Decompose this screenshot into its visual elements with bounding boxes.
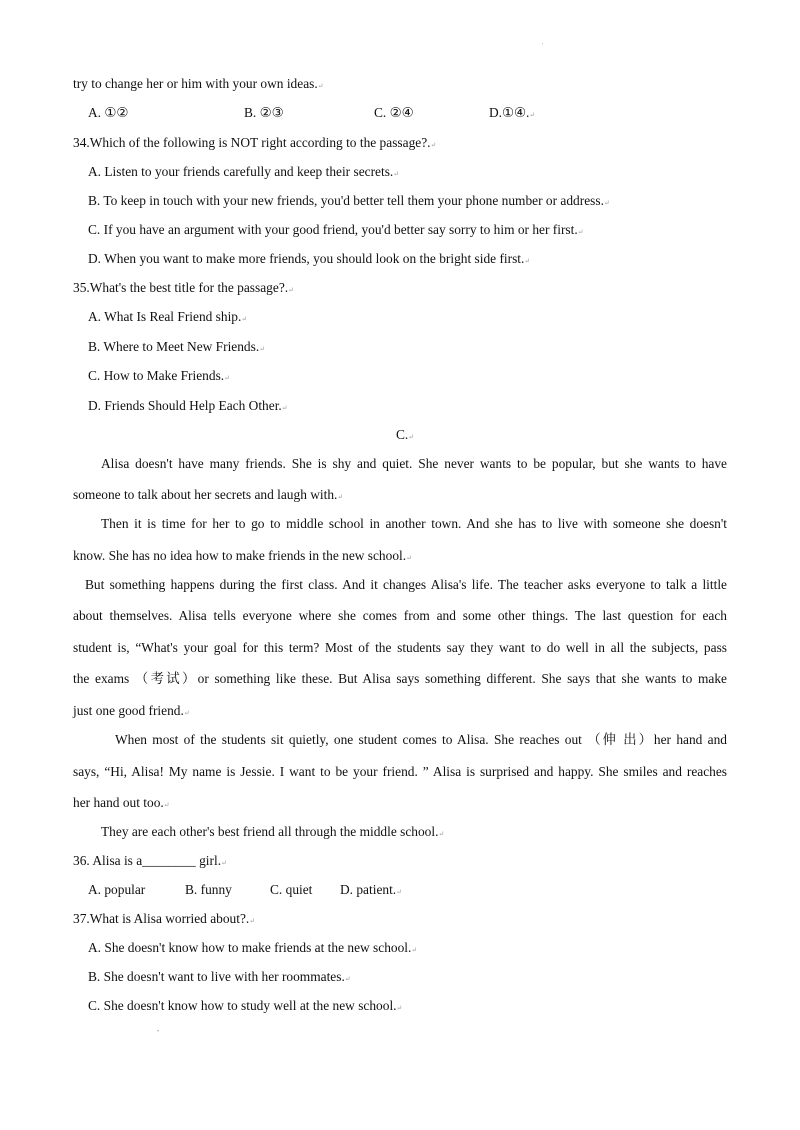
passage-line-11: says, “Hi, Alisa! My name is Jessie. I want to be your friend. ” Alisa is surprised and happy. She smiles and reaches bbox=[73, 764, 727, 779]
q35-question: 35.What's the best title for the passage?.↵ bbox=[73, 280, 294, 295]
passage-line-5: But something happens during the first class. And it changes Alisa's life. The teacher asks everyone to talk a little bbox=[85, 577, 727, 592]
q36-option-d: D. patient.↵ bbox=[340, 882, 403, 897]
passage-line-9: just one good friend.↵ bbox=[73, 703, 190, 718]
passage-line-6: about themselves. Alisa tells everyone where she comes from and some other things. The last question for each bbox=[73, 608, 727, 623]
q34-question: 34.Which of the following is NOT right according to the passage?.↵ bbox=[73, 135, 437, 150]
q35-option-d: D. Friends Should Help Each Other.↵ bbox=[88, 398, 288, 413]
q34-option-c: C. If you have an argument with your good friend, you'd better say sorry to him or her first.↵ bbox=[88, 222, 584, 237]
q36-option-b: B. funny bbox=[185, 882, 232, 897]
passage-line-10: When most of the students sit quietly, one student comes to Alisa. She reaches out （伸 出）her hand and bbox=[115, 732, 727, 747]
q37-option-b: B. She doesn't want to live with her roommates.↵ bbox=[88, 969, 351, 984]
passage-line-13: They are each other's best friend all through the middle school.↵ bbox=[101, 824, 445, 839]
q33-option-a: A. ①② bbox=[88, 105, 129, 120]
q36-option-a: A. popular bbox=[88, 882, 146, 897]
passage-line-2: someone to talk about her secrets and laugh with.↵ bbox=[73, 487, 344, 502]
q33-continuation: try to change her or him with your own ideas.↵ bbox=[73, 76, 324, 91]
q33-option-d: D.①④.↵ bbox=[489, 105, 536, 120]
corner-mark-top: ' bbox=[542, 43, 544, 49]
passage-line-8: the exams （考试）or something like these. But Alisa says something different. She says that she wants to make bbox=[73, 671, 727, 686]
q36-question: 36. Alisa is a________ girl.↵ bbox=[73, 853, 227, 868]
q35-option-b: B. Where to Meet New Friends.↵ bbox=[88, 339, 266, 354]
q35-option-a: A. What Is Real Friend ship.↵ bbox=[88, 309, 248, 324]
q37-option-a: A. She doesn't know how to make friends at the new school.↵ bbox=[88, 940, 418, 955]
q34-option-b: B. To keep in touch with your new friends, you'd better tell them your phone number or address.↵ bbox=[88, 193, 610, 208]
passage-line-7: student is, “What's your goal for this term? Most of the students say they want to do well in all the subjects, pass bbox=[73, 640, 727, 655]
passage-line-3: Then it is time for her to go to middle school in another town. And she has to live with someone she doesn't bbox=[101, 516, 727, 531]
corner-mark-bottom: '' bbox=[157, 1030, 160, 1036]
passage-line-4: know. She has no idea how to make friends in the new school.↵ bbox=[73, 548, 412, 563]
q37-option-c: C. She doesn't know how to study well at the new school.↵ bbox=[88, 998, 403, 1013]
q37-question: 37.What is Alisa worried about?.↵ bbox=[73, 911, 256, 926]
section-heading: C.↵ bbox=[396, 427, 415, 442]
q36-option-c: C. quiet bbox=[270, 882, 313, 897]
q33-option-c: C. ②④ bbox=[374, 105, 414, 120]
q34-option-d: D. When you want to make more friends, you should look on the bright side first.↵ bbox=[88, 251, 531, 266]
q35-option-c: C. How to Make Friends.↵ bbox=[88, 368, 231, 383]
passage-line-1: Alisa doesn't have many friends. She is shy and quiet. She never wants to be popular, but she wants to have bbox=[101, 456, 727, 471]
q34-option-a: A. Listen to your friends carefully and keep their secrets.↵ bbox=[88, 164, 400, 179]
passage-line-12: her hand out too.↵ bbox=[73, 795, 170, 810]
q33-option-b: B. ②③ bbox=[244, 105, 284, 120]
